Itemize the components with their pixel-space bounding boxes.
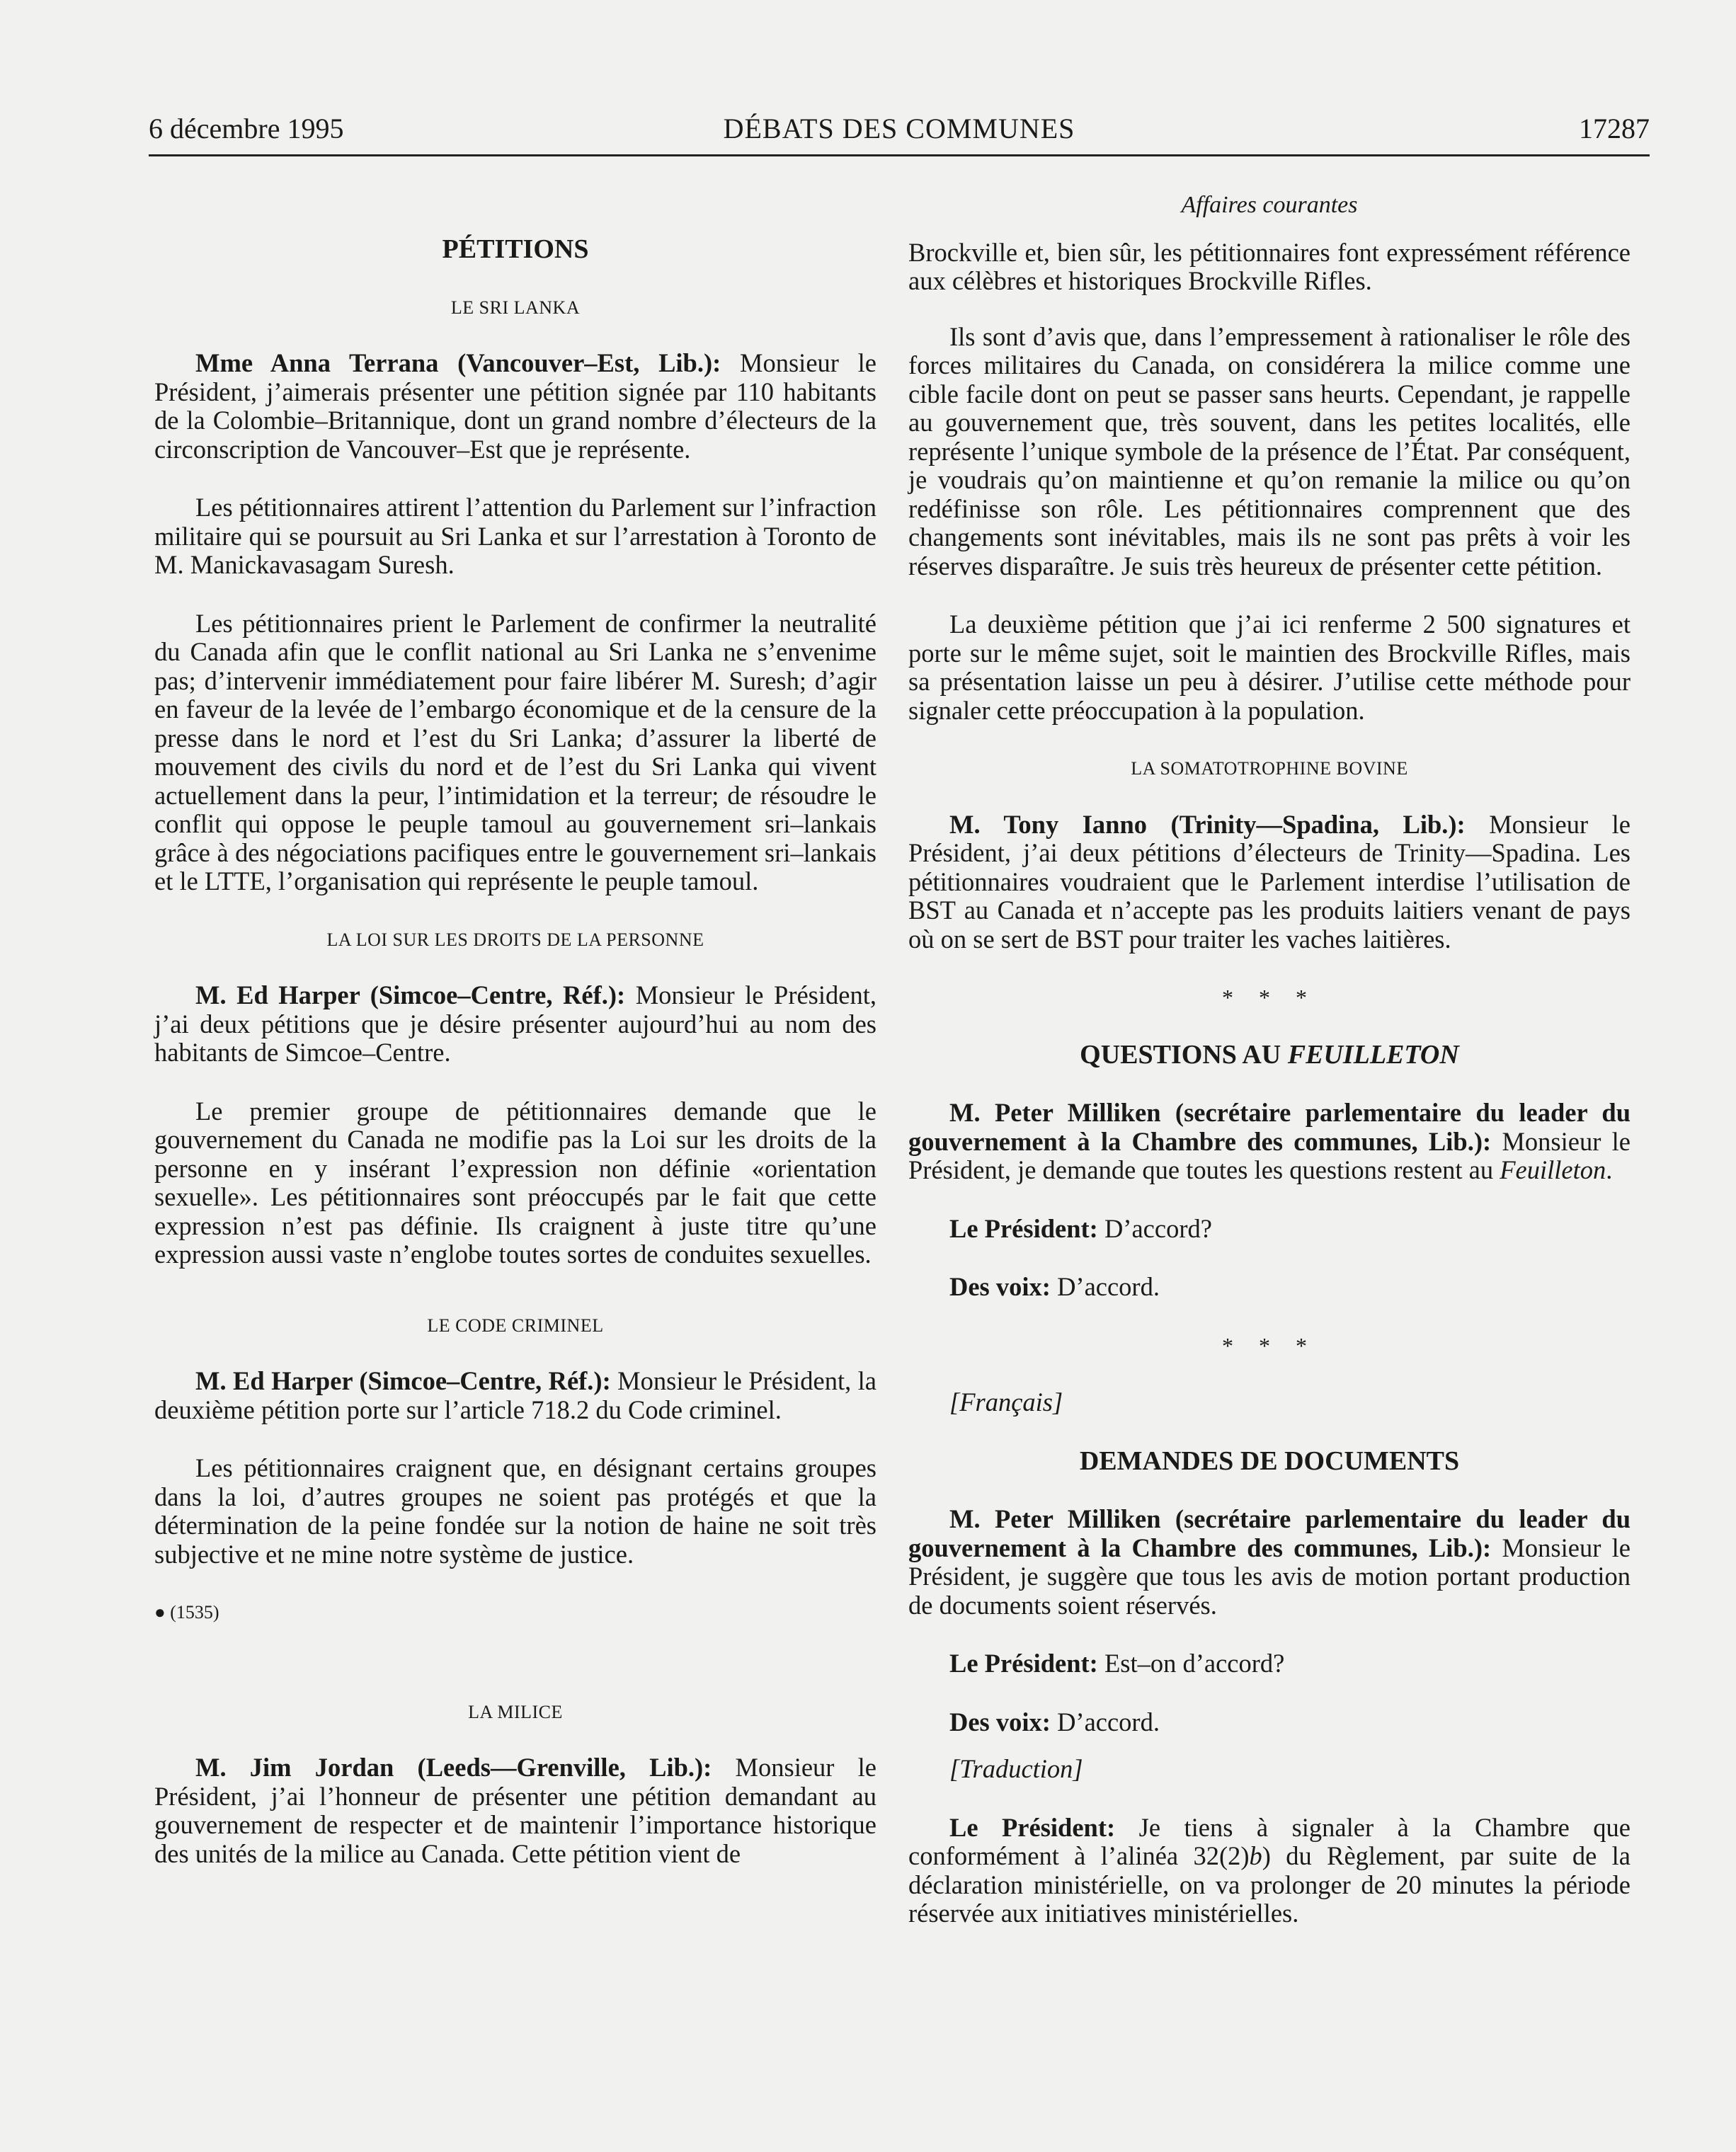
paragraph-text: Monsieur le Président, j’ai l’honneur de présenter une pétition demandant au gouvernement de respecter et de maintenir l’importance historique des unités de la milice au Canada. Cette pétition vient de [154, 1753, 876, 1868]
paragraph-text: Je tiens à signaler à la Chambre que conformément à l’alinéa 32(2) [908, 1812, 1631, 1870]
paragraph: Brockville et, bien sûr, les pétitionnaires font expressément référence aux célèbres et historiques Brockville Rifles. [908, 237, 1631, 295]
paragraph-text: D’accord. [1050, 1707, 1160, 1736]
paragraph-text: D’accord? [1097, 1213, 1212, 1243]
paragraph: La deuxième pétition que j’ai ici renferme 2 500 signatures et porte sur le même sujet, soit le maintien des Brockville Rifles, mais sa présentation laisse un peu à désirer. J’utilise cette méthode pour signaler cette préoccupation à la population. [908, 609, 1631, 725]
paragraph: Les pétitionnaires attirent l’attention du Parlement sur l’infraction militaire qui se poursuit au Sri Lanka et sur l’arrestation à Toronto de M. Manickavasagam Suresh. [154, 493, 876, 579]
subhead-somatotrophine: LA SOMATOTROPHINE BOVINE [1131, 758, 1408, 779]
header-rule [149, 154, 1650, 156]
paragraph [908, 1215, 1631, 1244]
speaker-name: M. Ed Harper (Simcoe–Centre, Réf.): [195, 1366, 611, 1395]
speaker-name: Des voix: [949, 1272, 1051, 1301]
subhead-droits-personne: LA LOI SUR LES DROITS DE LA PERSONNE [326, 929, 704, 950]
paragraph [154, 349, 876, 464]
speaker-name: M. Peter Milliken (secrétaire parlementaire du leader du gouvernement à la Chambre des communes, Lib.): [908, 1098, 1631, 1156]
left-column [154, 191, 876, 1898]
paragraph [908, 811, 1631, 954]
section-separator: * * * [1222, 1332, 1317, 1358]
subhead-sri-lanka: LE SRI LANKA [450, 297, 581, 318]
paragraph-text: ) du Règlement, par suite de la déclaration ministérielle, on va prolonger de 20 minutes la période réservée aux initiatives ministérielles. [908, 1841, 1631, 1928]
paragraph-text: Monsieur le Président, je demande que toutes les questions restent au [908, 1126, 1631, 1184]
speaker-name: Le Président: [949, 1812, 1116, 1842]
page-header [149, 112, 1650, 154]
paragraph-text: Monsieur le Président, la deuxième pétition porte sur l’article 718.2 du Code criminel. [154, 1366, 876, 1424]
header-date: 6 décembre 1995 [149, 113, 344, 144]
paragraph: Les pétitionnaires craignent que, en désignant certains groupes dans la loi, d’autres groupes ne soient pas protégés et que la détermination de la peine fondée sur la notion de haine ne soit très subjective et ne mine notre système de justice. [154, 1453, 876, 1569]
speaker-name: M. Jim Jordan (Leeds—Grenville, Lib.): [195, 1753, 712, 1782]
paragraph [908, 1099, 1631, 1185]
paragraph [908, 1708, 1631, 1737]
language-marker: [Français] [949, 1387, 1063, 1416]
paragraph [908, 1649, 1631, 1678]
paragraph: Les pétitionnaires prient le Parlement de confirmer la neutralité du Canada afin que le conflit national au Sri Lanka ne s’envenime pas; d’intervenir immédiatement pour faire libérer M. Suresh; d’agir en faveur de la levée de l’embargo économique et de la censure de la presse dans le nord et l’est du Sri Lanka; d’assurer la liberté de mouvement des civils du nord et de l’est du Sri Lanka qui vivent actuellement dans la peur, l’intimidation et la terreur; de résoudre le conflit qui oppose le peuple tamoul au gouvernement sri–lankais grâce à des négociations pacifiques entre le gouvernement sri–lankais et le LTTE, l’organisation qui représente le peuple tamoul. [154, 608, 876, 895]
speaker-name: M. Tony Ianno (Trinity—Spadina, Lib.): [949, 809, 1466, 839]
speaker-name: M. Peter Milliken (secrétaire parlementaire du leader du gouvernement à la Chambre des communes, Lib.): [908, 1504, 1631, 1562]
paragraph [908, 1814, 1631, 1928]
speaker-name: Le Président: [949, 1649, 1098, 1678]
speaker-name: Des voix: [949, 1707, 1051, 1736]
running-head: Affaires courantes [1181, 192, 1358, 218]
paragraph-text: Est–on d’accord? [1097, 1649, 1285, 1678]
paragraph [154, 1367, 876, 1424]
header-page-number: 17287 [1579, 113, 1650, 144]
questions-heading [908, 1041, 1631, 1070]
paragraph [908, 1273, 1631, 1302]
paragraph-end: . [1606, 1155, 1613, 1184]
paragraph-text: Monsieur le Président, j’aimerais présenter une pétition signée par 110 habitants de la Colombie–Britannique, dont un grand nombre d’électeurs de la circonscription de Vancouver–Est que je représente. [154, 348, 876, 464]
language-marker: [Traduction] [949, 1754, 1083, 1783]
subhead-code-criminel: LE CODE CRIMINEL [427, 1315, 604, 1336]
questions-heading-text: QUESTIONS AU [1080, 1039, 1288, 1070]
speaker-name: M. Ed Harper (Simcoe–Centre, Réf.): [195, 980, 626, 1009]
documents-heading: DEMANDES DE DOCUMENTS [1079, 1446, 1460, 1476]
paragraph-text: Monsieur le Président, j’ai deux pétitions que je désire présenter aujourd’hui au nom des habitants de Simcoe–Centre. [154, 980, 876, 1067]
paragraph [154, 981, 876, 1068]
right-column [908, 191, 1631, 1958]
italic-term: b [1249, 1841, 1262, 1870]
speaker-name: Le Président: [949, 1213, 1098, 1243]
paragraph: Le premier groupe de pétitionnaires demande que le gouvernement du Canada ne modifie pas la Loi sur les droits de la personne en y insérant l’expression non définie «orientation sexuelle». Les pétitionnaires sont préoccupés par le fait que cette expression n’est pas définie. Ils craignent à juste titre qu’une expression aussi vaste n’englobe toutes sortes de conduites sexuelles. [154, 1096, 876, 1269]
paragraph [908, 1505, 1631, 1620]
header-title: DÉBATS DES COMMUNES [723, 113, 1075, 144]
section-separator: * * * [1222, 985, 1317, 1010]
subhead-milice: LA MILICE [468, 1701, 563, 1722]
paragraph: Ils sont d’avis que, dans l’empressement à rationaliser le rôle des forces militaires du Canada, on considérera la milice comme une cible facile dont on peut se passer sans heurts. Cependant, je rappelle au gouvernement que, très souvent, dans les petites localités, elle représente l’unique symbole de la présence de l’État. Par conséquent, je voudrais qu’on maintienne et qu’on remanie la milice ou qu’on redéfinisse son rôle. Les pétitionnaires comprennent que des changements sont inévitables, mais ils ne sont pas prêts à voir les réserves disparaître. Je suis très heureux de présenter cette pétition. [908, 321, 1631, 580]
italic-term: Feuilleton [1500, 1155, 1606, 1184]
petitions-heading: PÉTITIONS [442, 234, 589, 264]
paragraph [154, 1753, 876, 1868]
paragraph-text: Monsieur le Président, j’ai deux pétitions d’électeurs de Trinity—Spadina. Les pétitionnaires voudraient que le Parlement interdise l’utilisation de BST au Canada et n’accepte pas les produits laitiers venant de pays où on se sert de BST pour traiter les vaches laitières. [908, 809, 1631, 954]
paragraph-text: D’accord. [1050, 1272, 1160, 1301]
paragraph-text: Monsieur le Président, je suggère que tous les avis de motion portant production de documents soient réservés. [908, 1533, 1631, 1620]
time-marker: ● (1535) [154, 1602, 219, 1622]
speaker-name: Mme Anna Terrana (Vancouver–Est, Lib.): [195, 348, 721, 377]
questions-heading-italic: FEUILLETON [1287, 1039, 1459, 1070]
